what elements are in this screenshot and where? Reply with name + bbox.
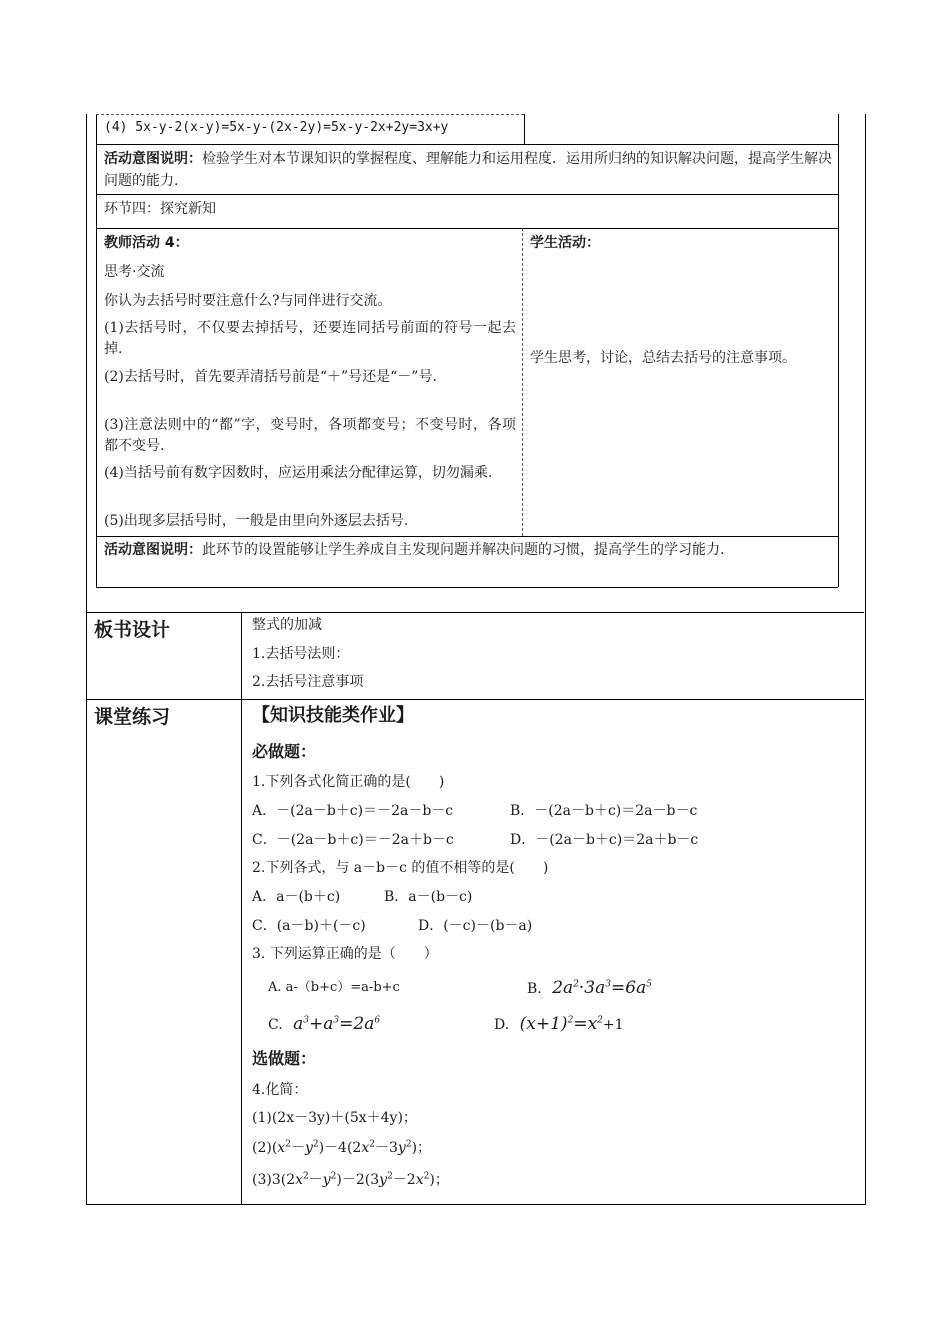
teacher-line-4: (2)去括号时，首先要弄清括号前是“＋”号还是“－”号. [104, 369, 437, 385]
teacher-line-2: 你认为去括号时要注意什么?与同伴进行交流。 [104, 293, 392, 309]
teacher-activity-label: 教师活动 4： [104, 235, 189, 251]
practice-row-top-border [86, 699, 864, 700]
board-line-3: 2.去括号注意事项 [252, 674, 364, 690]
q2-option-a: A．a－(b＋c) [252, 889, 341, 905]
question-1: 1.下列各式化简正确的是( ) [252, 774, 445, 790]
question-3: 3. 下列运算正确的是（ ） [252, 946, 438, 962]
question-2: 2.下列各式，与 a－b－c 的值不相等的是( ) [252, 860, 549, 876]
teacher-line-3: (1)去括号时，不仅要去掉括号，还要连同括号前面的符号一起去掉. [104, 320, 516, 357]
question-4: 4.化简： [252, 1082, 308, 1098]
student-activity-label: 学生活动： [530, 235, 600, 251]
intent-note-1 [104, 148, 832, 192]
teacher-line-5: (3)注意法则中的“都”字，变号时，各项都变号；不变号时，各项都不变号. [104, 417, 516, 454]
q3-option-d-label: D. [494, 1017, 510, 1033]
q4-part-2: $(2)(x^2-y^2)-4(2x^2-3y^2)$； [252, 1139, 432, 1156]
intent-text-1: 检验学生对本节课知识的掌握程度、理解能力和运用程度．运用所归纳的知识解决问题，提高学生解决问题的能力. [104, 151, 832, 189]
required-label: 必做题： [252, 742, 317, 761]
inner-table-bottom-border [96, 587, 838, 588]
equation-row-4: (4) 5x-y-2(x-y)=5x-y-(2x-2y)=5x-y-2x+2y=3x+y [104, 120, 449, 135]
board-line-2: 1.去括号法则： [252, 646, 350, 662]
q1-option-a: A．－(2a－b＋c)＝－2a－b－c [252, 803, 454, 819]
intent-note-2 [104, 540, 832, 561]
q2-option-c: C．(a－b)＋(－c) [252, 918, 366, 934]
intent1-bottom-border [96, 194, 838, 195]
practice-label: 课堂练习 [94, 706, 171, 728]
q2-option-b: B．a－(b－c) [384, 889, 473, 905]
q3-option-d-formula: $(x+1)^2=x^2+1$ [519, 1014, 624, 1034]
board-design-label: 板书设计 [94, 619, 171, 641]
student-activity-text: 学生思考，讨论，总结去括号的注意事项。 [530, 350, 796, 366]
q4-part-1: (1)(2x－3y)＋(5x＋4y)； [252, 1110, 417, 1126]
q1-option-d: D．－(2a－b＋c)＝2a＋b－c [510, 832, 699, 848]
intent-label-1: 活动意图说明： [104, 151, 202, 167]
q2-option-d: D．(－c)－(b－a) [418, 918, 533, 934]
row4-top-border [96, 114, 524, 115]
section4-bottom-border [96, 228, 838, 229]
q3-option-b [527, 976, 652, 1001]
row4-divider [524, 114, 525, 144]
q3-option-a: A. a-（b+c）=a-b+c [268, 980, 400, 995]
teacher-line-1: 思考·交流 [104, 264, 165, 280]
inner-table-right-border [838, 114, 839, 587]
activity-bottom-border [96, 536, 838, 537]
board-row-top-border [86, 612, 864, 613]
section-four-title: 环节四：探究新知 [104, 201, 216, 217]
lesson-table [86, 114, 866, 1205]
q3-option-c-label: C. [268, 1017, 283, 1033]
q3-option-b-formula: $2a^2\cdot 3a^3=6a^5$ [552, 978, 652, 998]
practice-heading: 【知识技能类作业】 [252, 705, 414, 726]
board-line-1: 整式的加减 [252, 617, 322, 633]
intent-label-2: 活动意图说明： [104, 542, 202, 558]
q3-option-b-label: B. [527, 981, 542, 997]
row4-bottom-border [96, 144, 838, 145]
teacher-line-7: (5)出现多层括号时，一般是由里向外逐层去括号. [104, 513, 409, 529]
q3-option-c [268, 1012, 380, 1037]
q1-option-c: C．－(2a－b＋c)＝－2a＋b－c [252, 832, 454, 848]
q4-part-3: $(3)3(2x^2-y^2)-2(3y^2-2x^2)$； [252, 1171, 449, 1188]
q1-option-b: B．－(2a－b＋c)＝2a－b－c [510, 803, 698, 819]
label-column-divider [241, 612, 242, 1204]
optional-label: 选做题： [252, 1049, 317, 1068]
inner-table-left-border [96, 114, 97, 587]
teacher-line-6: (4)当括号前有数字因数时，应运用乘法分配律运算，切勿漏乘. [104, 465, 493, 481]
activity-column-divider [522, 228, 523, 536]
intent-text-2: 此环节的设置能够让学生养成自主发现问题并解决问题的习惯，提高学生的学习能力. [202, 542, 725, 558]
q3-option-d [494, 1012, 624, 1037]
q3-option-c-formula: $a^3+a^3=2a^6$ [293, 1014, 381, 1034]
